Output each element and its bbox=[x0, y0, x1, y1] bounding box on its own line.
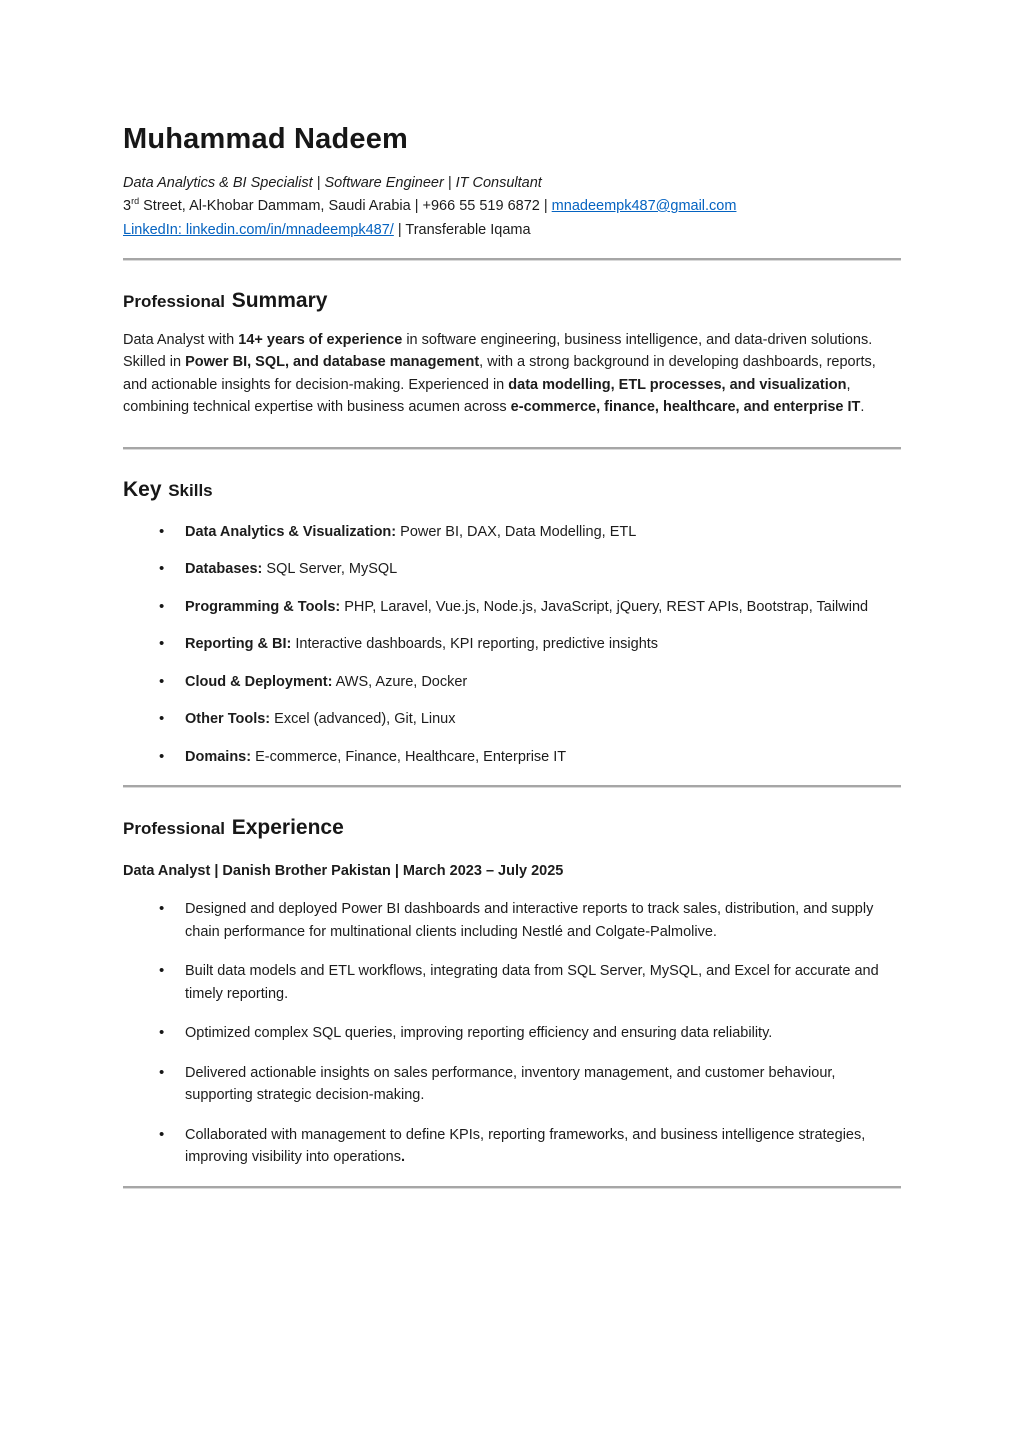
skill-item: • Data Analytics & Visualization: Power BI, DAX, Data Modelling, ETL bbox=[185, 521, 901, 544]
experience-bullet: • Built data models and ETL workflows, integrating data from SQL Server, MySQL, and Excel for accurate and timely reporting. bbox=[185, 960, 901, 1005]
skill-item: • Cloud & Deployment: AWS, Azure, Docker bbox=[185, 671, 901, 694]
section-divider bbox=[123, 258, 901, 261]
skill-item: • Domains: E-commerce, Finance, Healthcare, Enterprise IT bbox=[185, 746, 901, 769]
ordinal-suffix: rd bbox=[131, 195, 140, 206]
experience-heading-word-1: Professional bbox=[123, 819, 226, 839]
iqama-text: | Transferable Iqama bbox=[393, 221, 531, 238]
skill-item: • Databases: SQL Server, MySQL bbox=[185, 558, 901, 581]
section-divider bbox=[123, 1186, 901, 1189]
page-title: Muhammad Nadeem bbox=[123, 123, 409, 155]
skills-heading-word-2: Skills bbox=[168, 480, 213, 500]
email-link[interactable]: mnadeempk487@gmail.com bbox=[551, 197, 737, 214]
section-professional-experience bbox=[123, 814, 901, 1169]
linkedin-link[interactable]: LinkedIn: linkedin.com/in/mnadeempk487/ bbox=[123, 221, 394, 238]
skills-heading bbox=[123, 476, 901, 504]
experience-bullet: • Designed and deployed Power BI dashboards and interactive reports to track sales, distribution, and supply chain performance for multinational clients including Nestlé and Colgate-Palmolive. bbox=[185, 898, 901, 943]
experience-heading-word-2: Experience bbox=[231, 816, 344, 840]
summary-heading-word-1: Professional bbox=[123, 291, 226, 311]
street-number: 3 bbox=[123, 197, 132, 214]
skill-item: • Programming & Tools: PHP, Laravel, Vue.js, Node.js, JavaScript, jQuery, REST APIs, Bootstrap, Tailwind bbox=[185, 596, 901, 619]
skill-item: • Reporting & BI: Interactive dashboards, KPI reporting, predictive insights bbox=[185, 633, 901, 656]
experience-bullet: • Collaborated with management to define KPIs, reporting frameworks, and business intelligence strategies, improving visibility into operations. bbox=[185, 1124, 901, 1169]
summary-heading-word-2: Summary bbox=[231, 288, 328, 312]
address-text: Street, Al-Khobar Dammam, Saudi Arabia | +966 55 519 6872 | bbox=[139, 197, 552, 214]
summary-paragraph: Data Analyst with 14+ years of experience in software engineering, business intelligence, and data-driven solutions. Skilled in Power BI, SQL, and database management, with a strong background in developing dashboards, reports, and actionable insights for decision-making. Experienced in data modelling, ETL processes, and visualization, combining technical expertise with business acumen across e-commerce, finance, healthcare, and enterprise IT. bbox=[123, 331, 876, 416]
skills-list bbox=[123, 521, 901, 769]
experience-bullet-list bbox=[123, 898, 901, 1169]
experience-bullet: • Optimized complex SQL queries, improving reporting efficiency and ensuring data reliability. bbox=[185, 1022, 901, 1045]
experience-role-line: Data Analyst | Danish Brother Pakistan | March 2023 – July 2025 bbox=[123, 863, 564, 880]
contact-line-linkedin bbox=[123, 220, 901, 241]
experience-bullet: • Delivered actionable insights on sales performance, inventory management, and customer behaviour, supporting strategic decision-making. bbox=[185, 1062, 901, 1107]
section-divider bbox=[123, 785, 901, 788]
summary-heading bbox=[123, 287, 901, 315]
skills-heading-word-1: Key bbox=[123, 477, 162, 501]
skill-item: • Other Tools: Excel (advanced), Git, Linux bbox=[185, 708, 901, 731]
section-key-skills bbox=[123, 476, 901, 769]
section-professional-summary bbox=[123, 287, 901, 419]
resume-header bbox=[123, 122, 901, 241]
experience-heading bbox=[123, 814, 901, 842]
section-divider bbox=[123, 447, 901, 450]
contact-line-address bbox=[123, 196, 901, 217]
tagline: Data Analytics & BI Specialist | Software Engineer | IT Consultant bbox=[123, 174, 542, 191]
